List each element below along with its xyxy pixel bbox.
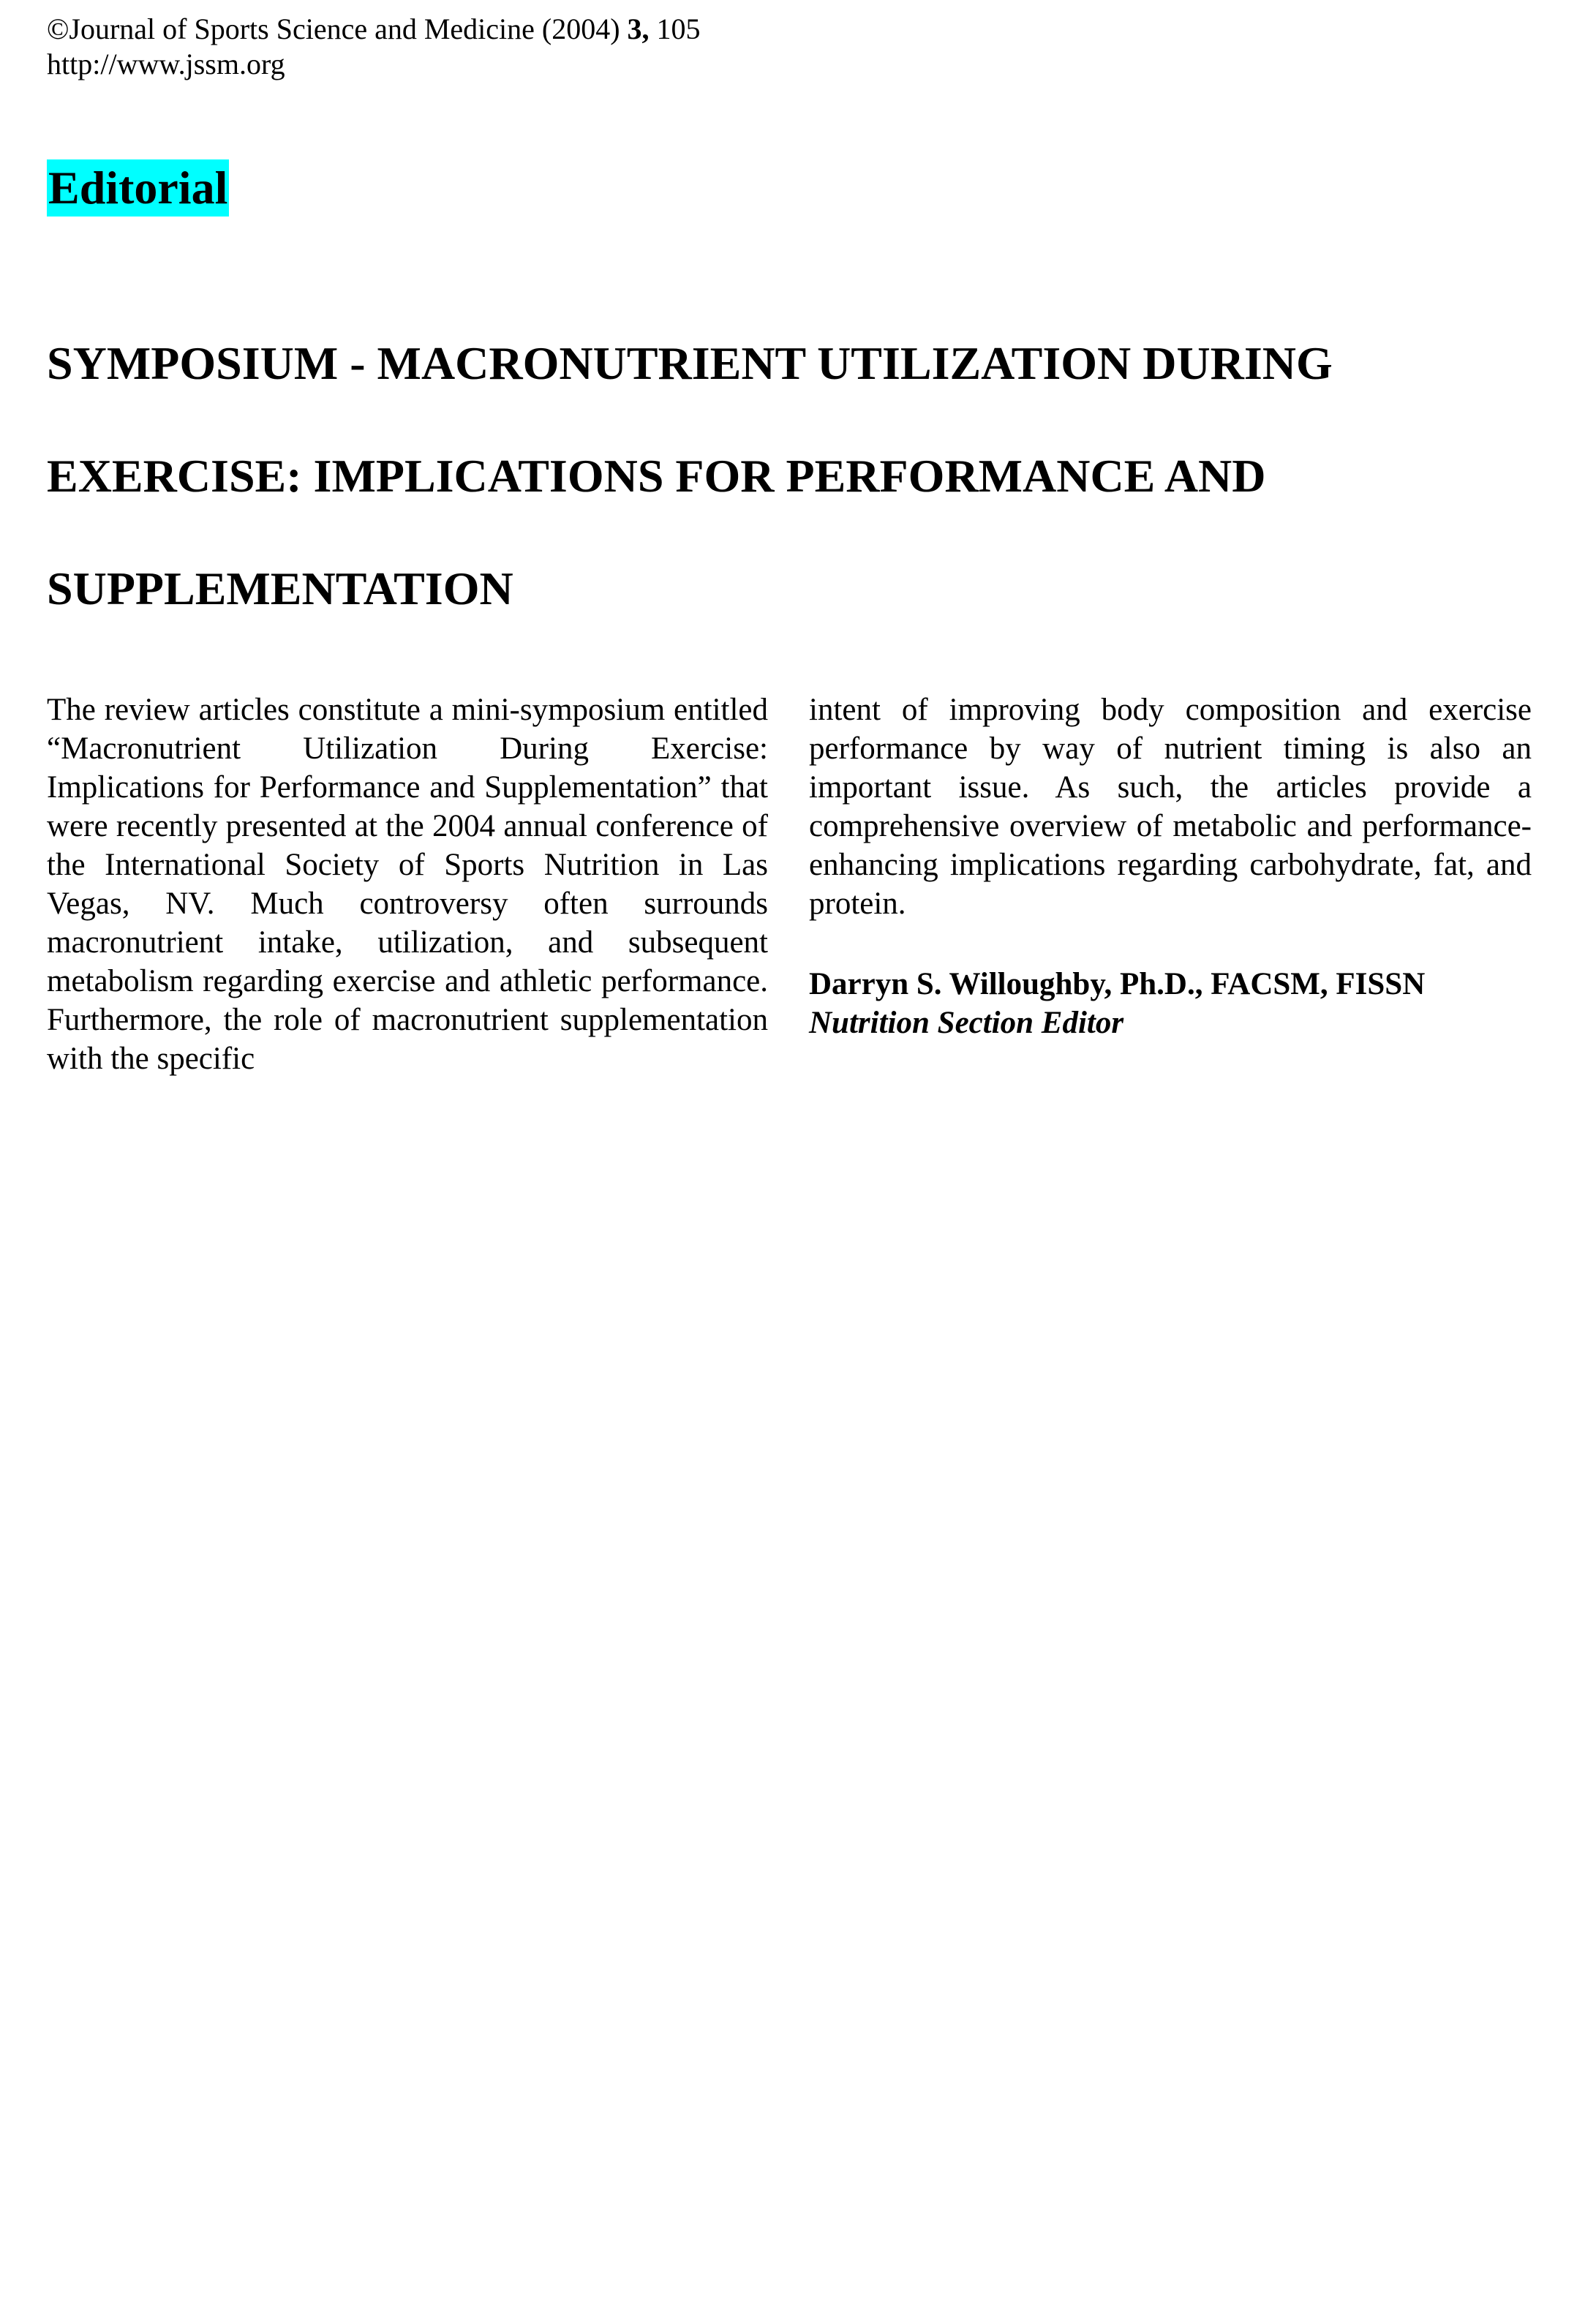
body-column-left xyxy=(47,690,768,1078)
section-label: Editorial xyxy=(47,159,229,217)
volume-number: 3, xyxy=(627,12,650,45)
signature-block xyxy=(809,965,1532,1042)
author-name: Darryn S. Willoughby, Ph.D., FACSM, FISSN xyxy=(809,967,1426,1001)
citation-prefix: ©Journal of Sports Science and Medicine (2004) xyxy=(47,12,620,45)
title-line-1: SYMPOSIUM - MACRONUTRIENT UTILIZATION DURING xyxy=(47,337,1333,389)
title-line-3: SUPPLEMENTATION xyxy=(47,562,513,614)
journal-url[interactable]: http://www.jssm.org xyxy=(47,48,285,80)
body-paragraph-right: intent of improving body composition and exercise performance by way of nutrient timing is also an important issue. As such, the articles provide a comprehensive overview of metabolic and performance-enhancing implications regarding carbohydrate, fat, and protein. xyxy=(809,693,1532,921)
article-title xyxy=(47,307,1554,645)
author-role: Nutrition Section Editor xyxy=(809,1006,1124,1040)
journal-citation xyxy=(47,12,701,47)
title-line-2: EXERCISE: IMPLICATIONS FOR PERFORMANCE AND xyxy=(47,450,1266,502)
page-number: 105 xyxy=(656,12,701,45)
body-column-right xyxy=(809,690,1532,1042)
body-paragraph-left: The review articles constitute a mini-symposium entitled “Macronutrient Utilization During Exercise: Implications for Performance and Supplementation” that were recently presented at the 2004 annual conference of the International Society of Sports Nutrition in Las Vegas, NV. Much controversy often surrounds macronutrient intake, utilization, and subsequent metabolism regarding exercise and athletic performance. Furthermore, the role of macronutrient supplementation with the specific xyxy=(47,693,768,1076)
